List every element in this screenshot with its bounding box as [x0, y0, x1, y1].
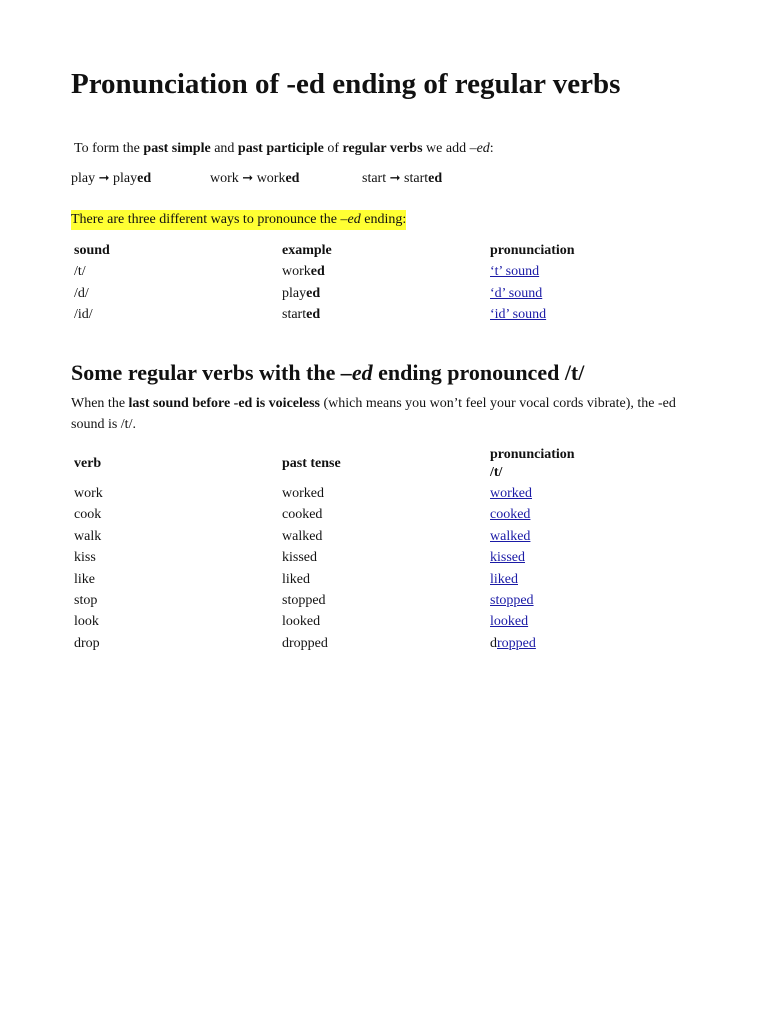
intro-text: and	[210, 141, 238, 156]
pronunciation-link[interactable]: kissed	[490, 550, 525, 565]
table2-header-verb: verb	[74, 456, 102, 471]
heading-text: ending pronounced /t/	[372, 360, 585, 385]
table2-past-cell: kissed	[282, 550, 317, 565]
paragraph-text: (which means you won’t feel your vocal cords vibrate), the -ed sound is /t/.	[71, 396, 676, 432]
intro-text: of	[323, 141, 343, 156]
intro-bold-past-simple: past simple	[143, 141, 211, 156]
table2-verb-cell: stop	[74, 593, 98, 608]
table2-past-cell: stopped	[282, 593, 326, 608]
table2-pronunciation-cell	[490, 612, 528, 632]
pronunciation-link[interactable]: cooked	[490, 507, 531, 522]
table2-pronunciation-cell	[490, 505, 530, 525]
intro-text: To form the	[74, 141, 144, 156]
table2-pronunciation-cell	[490, 484, 532, 504]
example-stem: work	[256, 171, 286, 186]
id-sound-link[interactable]: ‘id’ sound	[490, 307, 547, 322]
link-prefix-text: d	[490, 636, 497, 651]
table2-header-t: /t/	[490, 465, 503, 480]
section-heading	[71, 357, 584, 389]
table1-example-cell	[282, 305, 320, 325]
table2-verb-cell: drop	[74, 636, 100, 651]
table2-pronunciation-cell	[490, 527, 530, 547]
table2-past-cell: worked	[282, 486, 324, 501]
example-suffix: ed	[428, 171, 443, 186]
pronunciation-link[interactable]: worked	[490, 486, 532, 501]
pronunciation-link[interactable]: liked	[490, 572, 518, 587]
example-start	[362, 169, 442, 189]
example-stem: play	[113, 171, 138, 186]
table2-past-cell: liked	[282, 572, 310, 587]
right-arrow-icon: ➞	[389, 171, 401, 186]
highlighted-note	[71, 210, 406, 230]
example-stem: work	[282, 264, 311, 279]
table2-verb-cell: cook	[74, 507, 102, 522]
example-suffix: ed	[285, 171, 300, 186]
example-suffix: ed	[137, 171, 152, 186]
example-base: start	[362, 171, 387, 186]
table1-header-pronunciation: pronunciation	[490, 243, 575, 258]
heading-italic-ed: –ed	[340, 360, 373, 385]
example-play	[71, 169, 151, 189]
example-base: play	[71, 171, 96, 186]
pronunciation-link[interactable]: ropped	[497, 636, 536, 651]
table2-verb-cell: look	[74, 614, 99, 629]
table1-sound-cell: /id/	[74, 307, 93, 322]
example-base: work	[210, 171, 239, 186]
table2-verb-cell: walk	[74, 529, 102, 544]
section-paragraph	[71, 393, 701, 435]
table1-pronunciation-cell	[490, 284, 542, 304]
table2-verb-cell: work	[74, 486, 103, 501]
paragraph-bold: last sound before -ed is voiceless	[128, 396, 320, 411]
intro-bold-past-participle: past participle	[237, 141, 324, 156]
table2-past-cell: dropped	[282, 636, 328, 651]
table2-past-cell: walked	[282, 529, 323, 544]
right-arrow-icon: ➞	[242, 171, 254, 186]
d-sound-link[interactable]: ‘d’ sound	[490, 286, 543, 301]
example-suffix: ed	[306, 307, 321, 322]
pronunciation-link[interactable]: stopped	[490, 593, 534, 608]
table1-header-example: example	[282, 243, 332, 258]
table2-header-pronunciation: pronunciation	[490, 447, 575, 462]
highlight-text: There are three different ways to pronounce the	[71, 212, 341, 227]
intro-text: :	[489, 141, 494, 156]
intro-sentence	[74, 139, 494, 159]
paragraph-text: When the	[71, 396, 129, 411]
table1-sound-cell: /d/	[74, 286, 89, 301]
table2-verb-cell: like	[74, 572, 95, 587]
example-stem: start	[404, 171, 429, 186]
table2-past-cell: cooked	[282, 507, 323, 522]
table2-header-past-tense: past tense	[282, 456, 341, 471]
page-title: Pronunciation of -ed ending of regular verbs	[71, 68, 621, 100]
table1-example-cell	[282, 284, 320, 304]
table1-example-cell	[282, 262, 325, 282]
highlight-italic-ed: –ed	[340, 212, 361, 227]
example-stem: start	[282, 307, 307, 322]
table1-header-sound: sound	[74, 243, 110, 258]
example-stem: play	[282, 286, 307, 301]
table2-pronunciation-cell	[490, 634, 536, 654]
pronunciation-link[interactable]: walked	[490, 529, 531, 544]
intro-italic-ed: –ed	[469, 141, 490, 156]
table2-pronunciation-cell	[490, 548, 525, 568]
table1-pronunciation-cell	[490, 262, 539, 282]
table2-verb-cell: kiss	[74, 550, 96, 565]
table2-pronunciation-cell	[490, 591, 534, 611]
example-suffix: ed	[310, 264, 325, 279]
table1-sound-cell: /t/	[74, 264, 86, 279]
heading-text: Some regular verbs with the	[71, 360, 341, 385]
example-suffix: ed	[306, 286, 321, 301]
pronunciation-link[interactable]: looked	[490, 614, 529, 629]
table2-past-cell: looked	[282, 614, 321, 629]
right-arrow-icon: ➞	[98, 171, 110, 186]
intro-text: we add	[422, 141, 470, 156]
table2-pronunciation-cell	[490, 570, 518, 590]
highlight-text: ending:	[360, 212, 407, 227]
example-work	[210, 169, 299, 189]
t-sound-link[interactable]: ‘t’ sound	[490, 264, 540, 279]
table1-pronunciation-cell	[490, 305, 546, 325]
intro-bold-regular-verbs: regular verbs	[342, 141, 423, 156]
